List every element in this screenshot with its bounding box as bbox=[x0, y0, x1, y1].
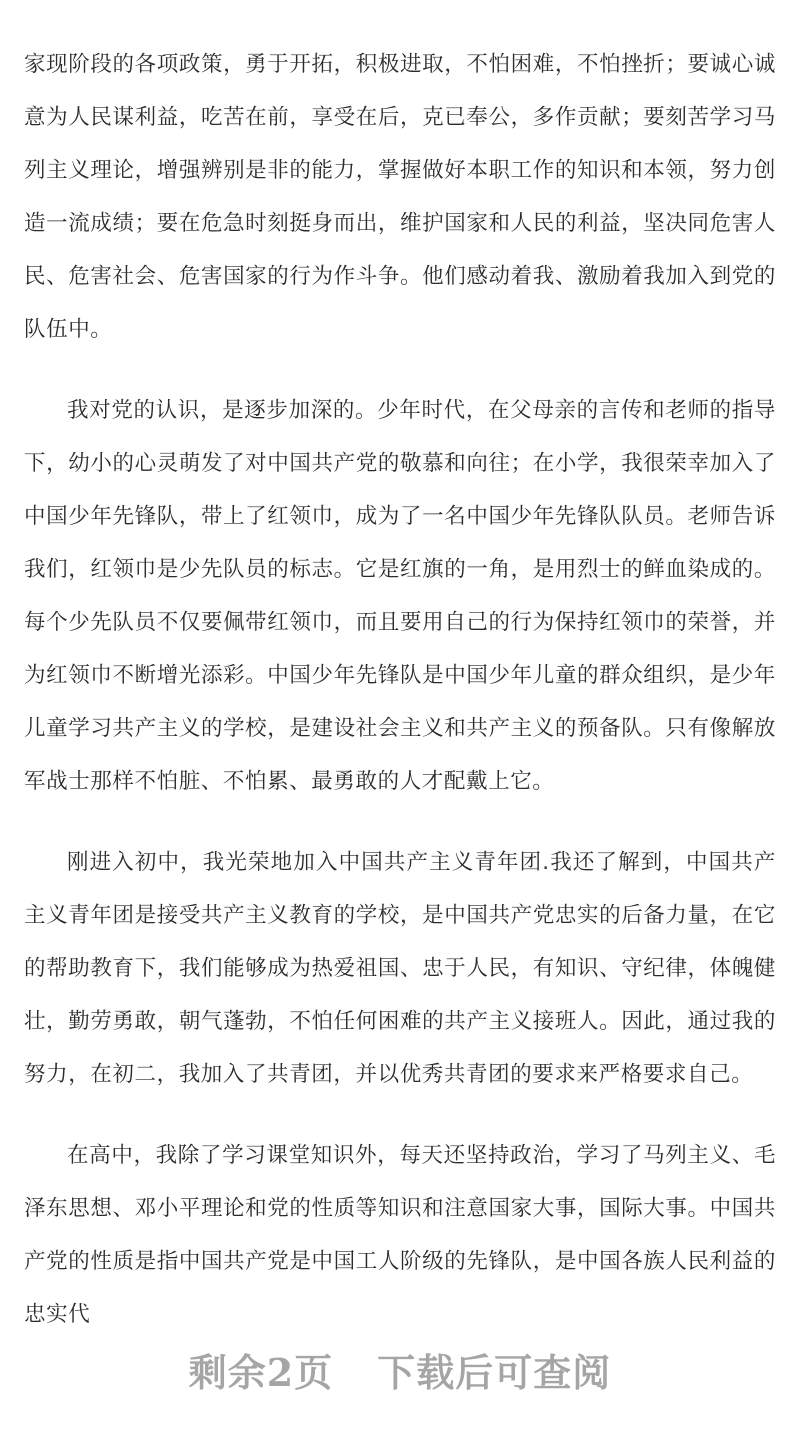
paragraph-1: 家现阶段的各项政策，勇于开拓，积极进取，不怕困难，不怕挫折；要诚心诚意为人民谋利益，吃苦在前，享受在后，克已奉公，多作贡献；要刻苦学习马列主义理论，增强辨别是非的能力，掌握做好本职工作的知识和本领，努力创造一流成绩；要在危急时刻挺身而出，维护国家和人民的利益，坚决同危害人民、危害社会、危害国家的行为作斗争。他们感动着我、激励着我加入到党的队伍中。 bbox=[24, 52, 776, 342]
download-to-view-label: 下载后可查阅 bbox=[377, 1350, 612, 1395]
paragraph-4: 在高中，我除了学习课堂知识外，每天还坚持政治，学习了马列主义、毛泽东思想、邓小平理论和党的性质等知识和注意国家大事，国际大事。中国共产党的性质是指中国共产党是中国工人阶级的先锋队，是中国各族人民利益的忠实代 bbox=[24, 1143, 776, 1327]
document-body bbox=[24, 38, 776, 1369]
remaining-pages-label: 剩余2页 bbox=[188, 1350, 334, 1395]
download-prompt-banner[interactable] bbox=[0, 1342, 800, 1397]
paragraph-2: 我对党的认识，是逐步加深的。少年时代，在父母亲的言传和老师的指导下，幼小的心灵萌发了对中国共产党的敬慕和向往；在小学，我很荣幸加入了中国少年先锋队，带上了红领巾，成为了一名中国少年先锋队队员。老师告诉我们，红领巾是少先队员的标志。它是红旗的一角，是用烈士的鲜血染成的。每个少先队员不仅要佩带红领巾，而且要用自己的行为保持红领巾的荣誉，并为红领巾不断增光添彩。中国少年先锋队是中国少年儿童的群众组织，是少年儿童学习共产主义的学校，是建设社会主义和共产主义的预备队。只有像解放军战士那样不怕脏、不怕累、最勇敢的人才配戴上它。 bbox=[24, 398, 776, 794]
paragraph-3: 刚进入初中，我光荣地加入中国共产主义青年团.我还了解到，中国共产主义青年团是接受共产主义教育的学校，是中国共产党忠实的后备力量，在它的帮助教育下，我们能够成为热爱祖国、忠于人民，有知识、守纪律，体魄健壮，勤劳勇敢，朝气蓬勃，不怕任何困难的共产主义接班人。因此，通过我的努力，在初二，我加入了共青团，并以优秀共青团的要求来严格要求自己。 bbox=[24, 850, 776, 1087]
